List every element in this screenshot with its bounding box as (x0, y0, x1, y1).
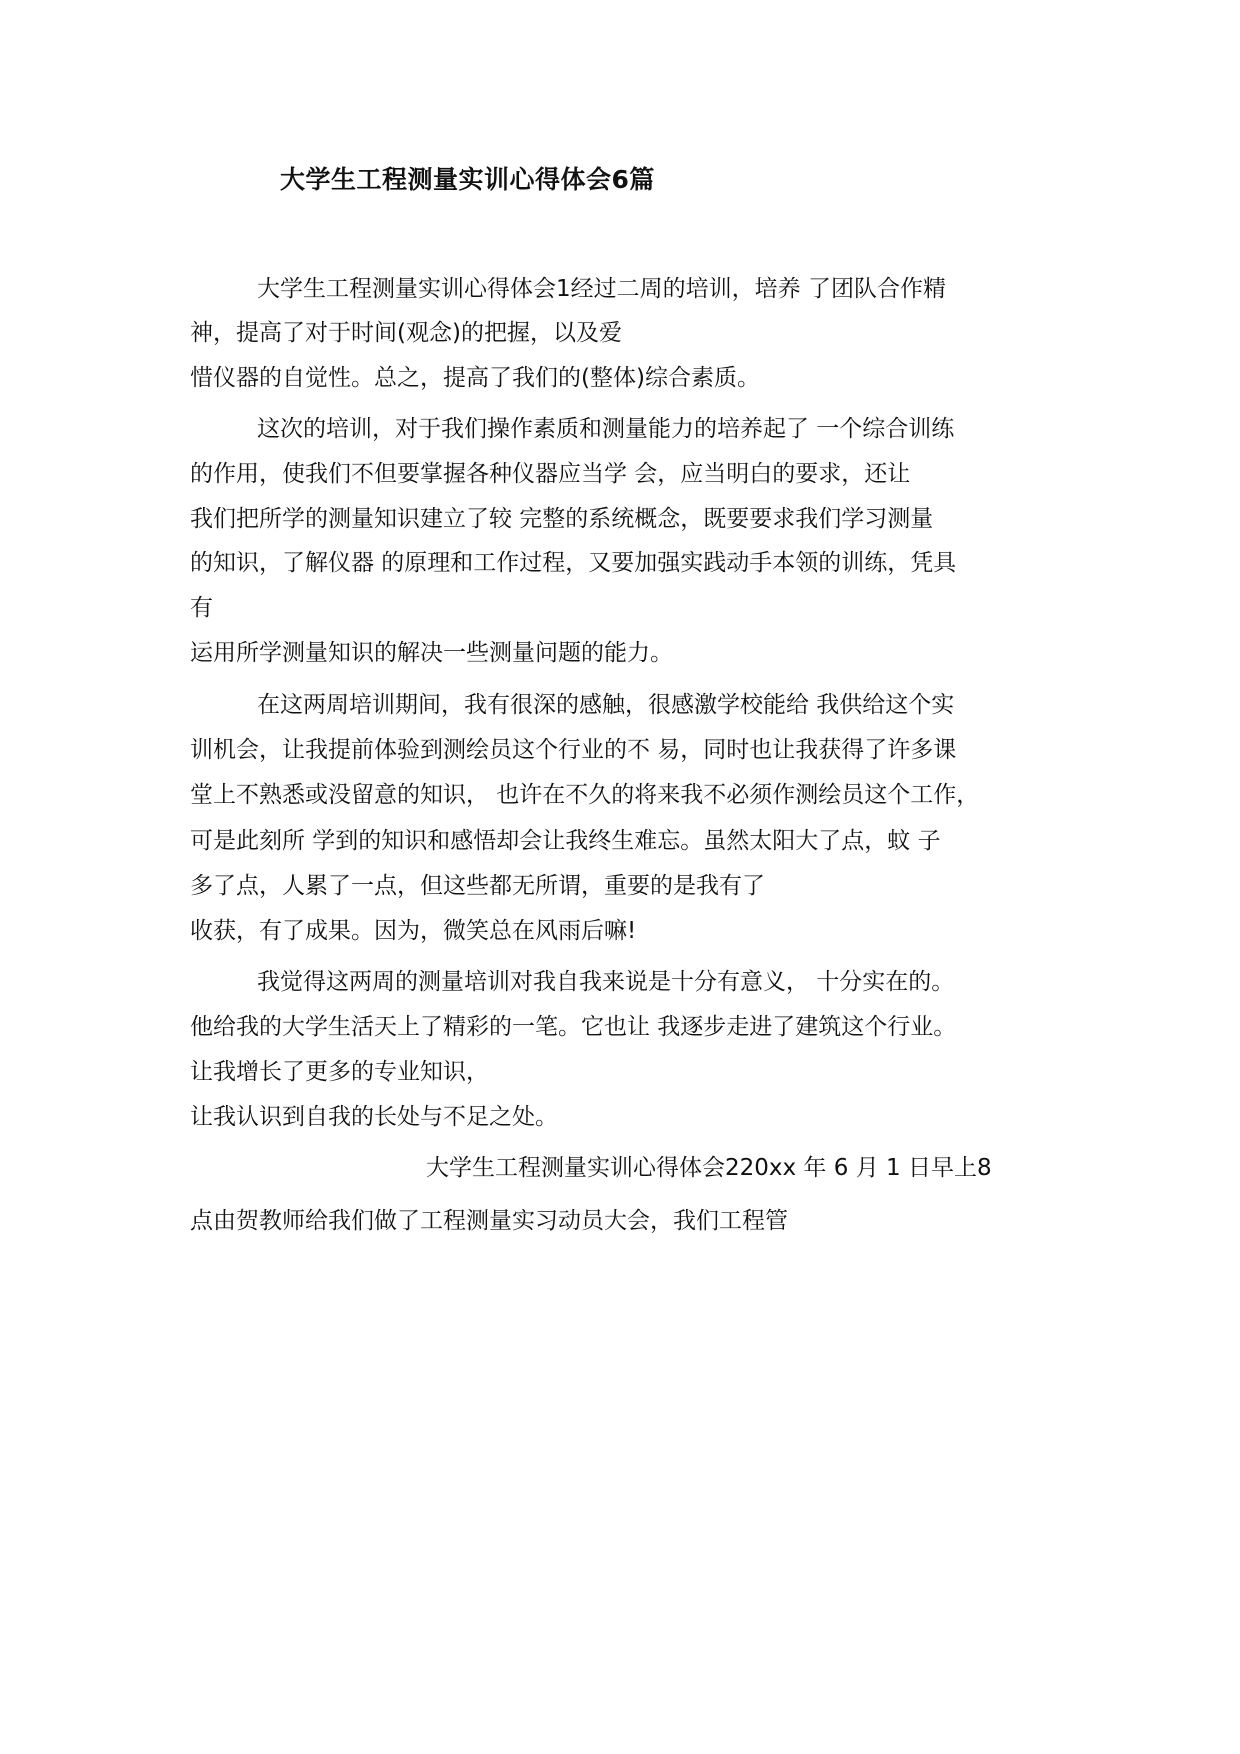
text-line: 我觉得这两周的测量培训对我自我来说是十分有意义， 十分实在的。 (257, 969, 955, 995)
text-line: 运用所学测量知识的解决一些测量问题的能力。 (190, 640, 673, 666)
text-line: 神，提高了对于时间(观念)的把握，以及爱 (190, 320, 622, 346)
text-line: 堂上不熟悉或没留意的知识， 也许在不久的将来我不必须作测绘员这个工作， (190, 782, 980, 808)
document-title: 大学生工程测量实训心得体会6篇 (280, 165, 655, 194)
text-line: 惜仪器的自觉性。总之，提高了我们的(整体)综合素质。 (190, 365, 760, 391)
text-line: 多了点，人累了一点，但这些都无所谓，重要的是我有了 (190, 873, 765, 899)
text-line: 我们把所学的测量知识建立了较 完整的系统概念，既要要求我们学习测量 (190, 506, 934, 532)
text-line: 他给我的大学生活天上了精彩的一笔。它也让 我逐步走进了建筑这个行业。 (190, 1014, 957, 1040)
text-line: 训机会，让我提前体验到测绘员这个行业的不 易，同时也让我获得了许多课 (190, 737, 957, 763)
text-line: 让我认识到自我的长处与不足之处。 (190, 1104, 558, 1130)
text-line: 在这两周培训期间，我有很深的感触，很感激学校能给 我供给这个实 (257, 692, 955, 718)
text-line: 的作用，使我们不但要掌握各种仪器应当学 会，应当明白的要求，还让 (190, 461, 911, 487)
text-line: 大学生工程测量实训心得体会220xx 年 6 月 1 日早上8 (426, 1155, 992, 1181)
text-line: 点由贺教师给我们做了工程测量实习动员大会，我们工程管 (190, 1208, 788, 1234)
text-line: 有 (190, 595, 213, 621)
text-line: 大学生工程测量实训心得体会1经过二周的培训，培养 了团队合作精 (257, 276, 946, 302)
text-line: 让我增长了更多的专业知识， (190, 1059, 489, 1085)
text-line: 的知识，了解仪器 的原理和工作过程，又要加强实践动手本领的训练，凭具 (190, 550, 957, 576)
text-line: 收获，有了成果。因为，微笑总在风雨后嘛! (190, 918, 637, 944)
text-line: 可是此刻所 学到的知识和感悟却会让我终生难忘。虽然太阳大了点，蚊 子 (190, 828, 941, 854)
text-line: 这次的培训，对于我们操作素质和测量能力的培养起了 一个综合训练 (257, 416, 955, 442)
